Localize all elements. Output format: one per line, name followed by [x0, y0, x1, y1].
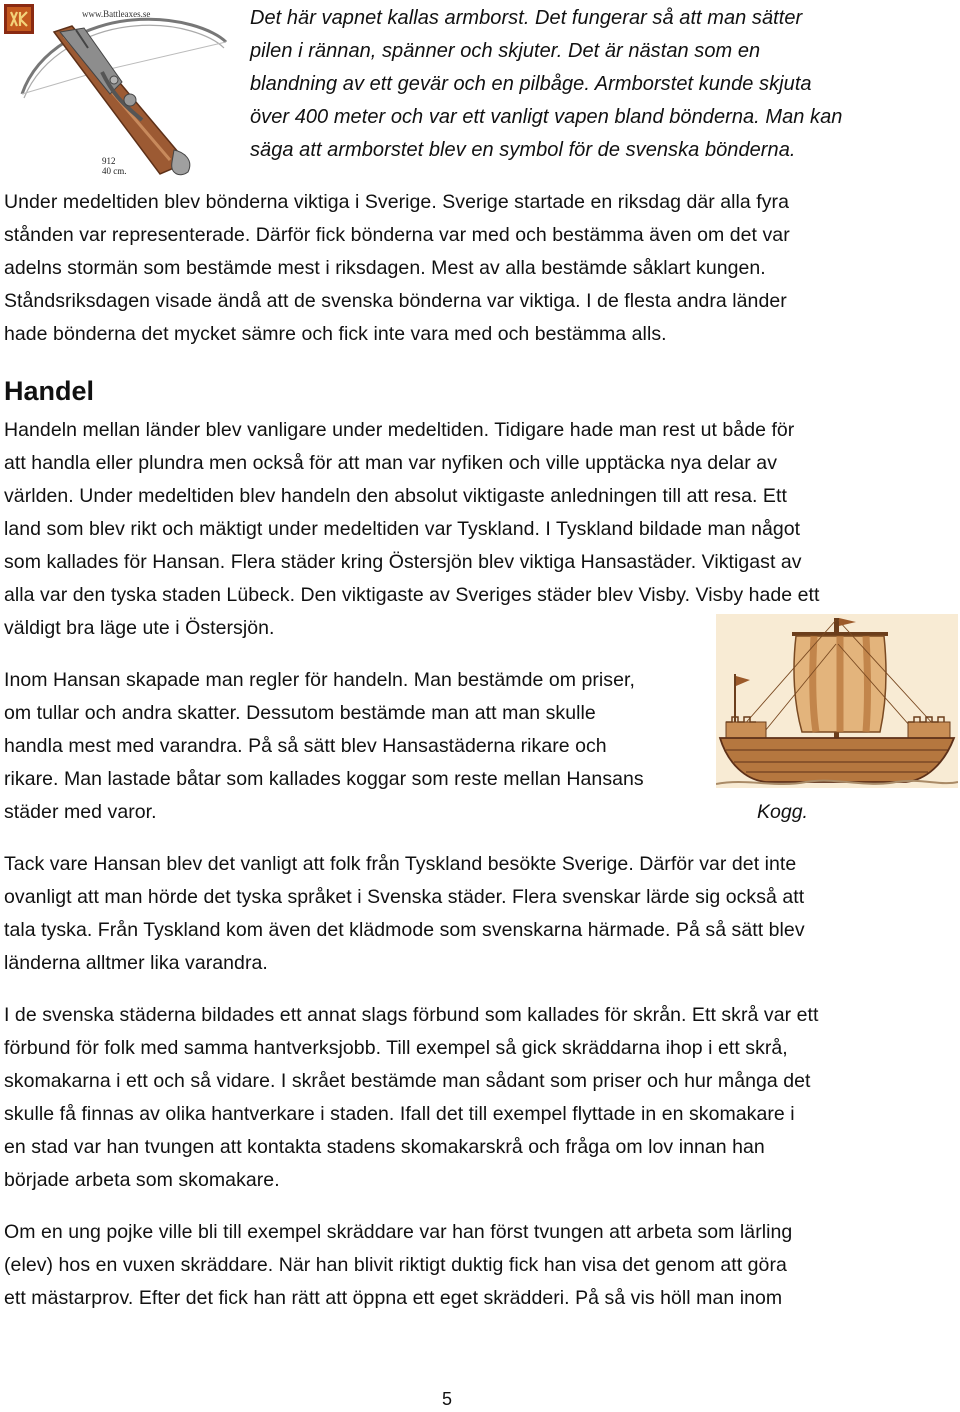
text-line: alla var den tyska staden Lübeck. Den viktigaste av Sveriges städer blev Visby. Visby hade ett [4, 584, 820, 606]
text-line: länderna alltmer lika varandra. [4, 952, 268, 974]
text-line: (elev) hos en vuxen skräddare. När han blivit riktigt duktig fick han visa det genom att göra [4, 1254, 787, 1276]
text-line: att handla eller plundra men också för att man var nyfiken och ville upptäcka nya delar av [4, 452, 778, 474]
text-line: Under medeltiden blev bönderna viktiga i Sverige. Sverige startade en riksdag där alla fyra [4, 191, 789, 213]
text-line: en stad var han tvungen att kontakta stadens skomakarskrå och fråga om lov innan han [4, 1136, 765, 1158]
text-line: rikare. Man lastade båtar som kallades koggar som reste mellan Hansans [4, 768, 644, 790]
text-line: skomakarna i ett och så vidare. I skrået bestämde man sådant som priser och hur många det [4, 1070, 811, 1092]
text-line: Inom Hansan skapade man regler för handeln. Man bestämde om priser, [4, 669, 635, 691]
crossbow-size: 40 cm. [102, 166, 127, 176]
image-caption: Kogg. [757, 801, 808, 823]
text-line: blandning av ett gevär och en pilbåge. Armborstet kunde skjuta [250, 73, 812, 95]
text-line: förbund för folk med samma hantverksjobb. Till exempel så gick skräddarna ihop i ett skrå, [4, 1037, 788, 1059]
crossbow-code: 912 [102, 156, 116, 166]
text-line: hade bönderna det mycket sämre och fick inte vara med och bestämma alls. [4, 323, 667, 345]
text-line: världen. Under medeltiden blev handeln den absolut viktigaste anledningen till att resa. Ett [4, 485, 787, 507]
text-line: städer med varor. [4, 801, 157, 823]
text-line: land som blev rikt och mäktigt under medeltiden var Tyskland. I Tyskland bildade man något [4, 518, 801, 540]
text-line: skulle få finnas av olika hantverkare i staden. Ifall det till exempel flyttade in en skomakare i [4, 1103, 795, 1125]
text-line: Tack vare Hansan blev det vanligt att folk från Tyskland besökte Sverige. Därför var det inte [4, 853, 797, 875]
text-line: pilen i rännan, spänner och skjuter. Det är nästan som en [250, 40, 761, 62]
text-line: adelns stormän som bestämde mest i riksdagen. Mest av alla bestämde såklart kungen. [4, 257, 766, 279]
text-line: handla mest med varandra. På så sätt blev Hansastäderna rikare och [4, 735, 607, 757]
text-line: ovanligt att man hörde det tyska språket i Svenska städer. Flera svenskar lärde sig också att [4, 886, 805, 908]
text-line: började arbeta som skomakare. [4, 1169, 280, 1191]
text-line: som kallades för Hansan. Flera städer kring Östersjön blev viktiga Hansastäder. Viktigast av [4, 551, 802, 573]
text-line: om tullar och andra skatter. Dessutom bestämde man att man skulle [4, 702, 596, 724]
text-line: säga att armborstet blev en symbol för de svenska bönderna. [250, 139, 796, 161]
text-line: Handeln mellan länder blev vanligare under medeltiden. Tidigare hade man rest ut både för [4, 419, 795, 441]
crossbow-image [2, 2, 238, 180]
text-line: ett mästarprov. Efter det fick han rätt att öppna ett eget skrädderi. På så vis höll man inom [4, 1287, 783, 1309]
text-line: Ståndsriksdagen visade ändå att de svenska bönderna var viktiga. I de flesta andra länder [4, 290, 787, 312]
site-watermark: www.Battleaxes.se [82, 9, 151, 19]
battleaxes-logo [4, 4, 34, 34]
section-heading: Handel [4, 376, 95, 406]
text-line: stånden var representerade. Därför fick bönderna var med och bestämma även om det var [4, 224, 790, 246]
text-line: Det här vapnet kallas armborst. Det fungerar så att man sätter [250, 7, 803, 29]
text-line: väldigt bra läge ute i Östersjön. [4, 617, 275, 639]
text-line: I de svenska städerna bildades ett annat slags förbund som kallades för skrån. Ett skrå var ett [4, 1004, 819, 1026]
text-line: över 400 meter och var ett vanligt vapen bland bönderna. Man kan [250, 106, 843, 128]
text-line: tala tyska. Från Tyskland kom även det klädmode som svenskarna härmade. På så sätt blev [4, 919, 805, 941]
page-number: 5 [441, 1389, 452, 1409]
text-line: Om en ung pojke ville bli till exempel skräddare var han först tvungen att arbeta som lärling [4, 1221, 793, 1243]
kogg-ship-image [716, 614, 958, 788]
